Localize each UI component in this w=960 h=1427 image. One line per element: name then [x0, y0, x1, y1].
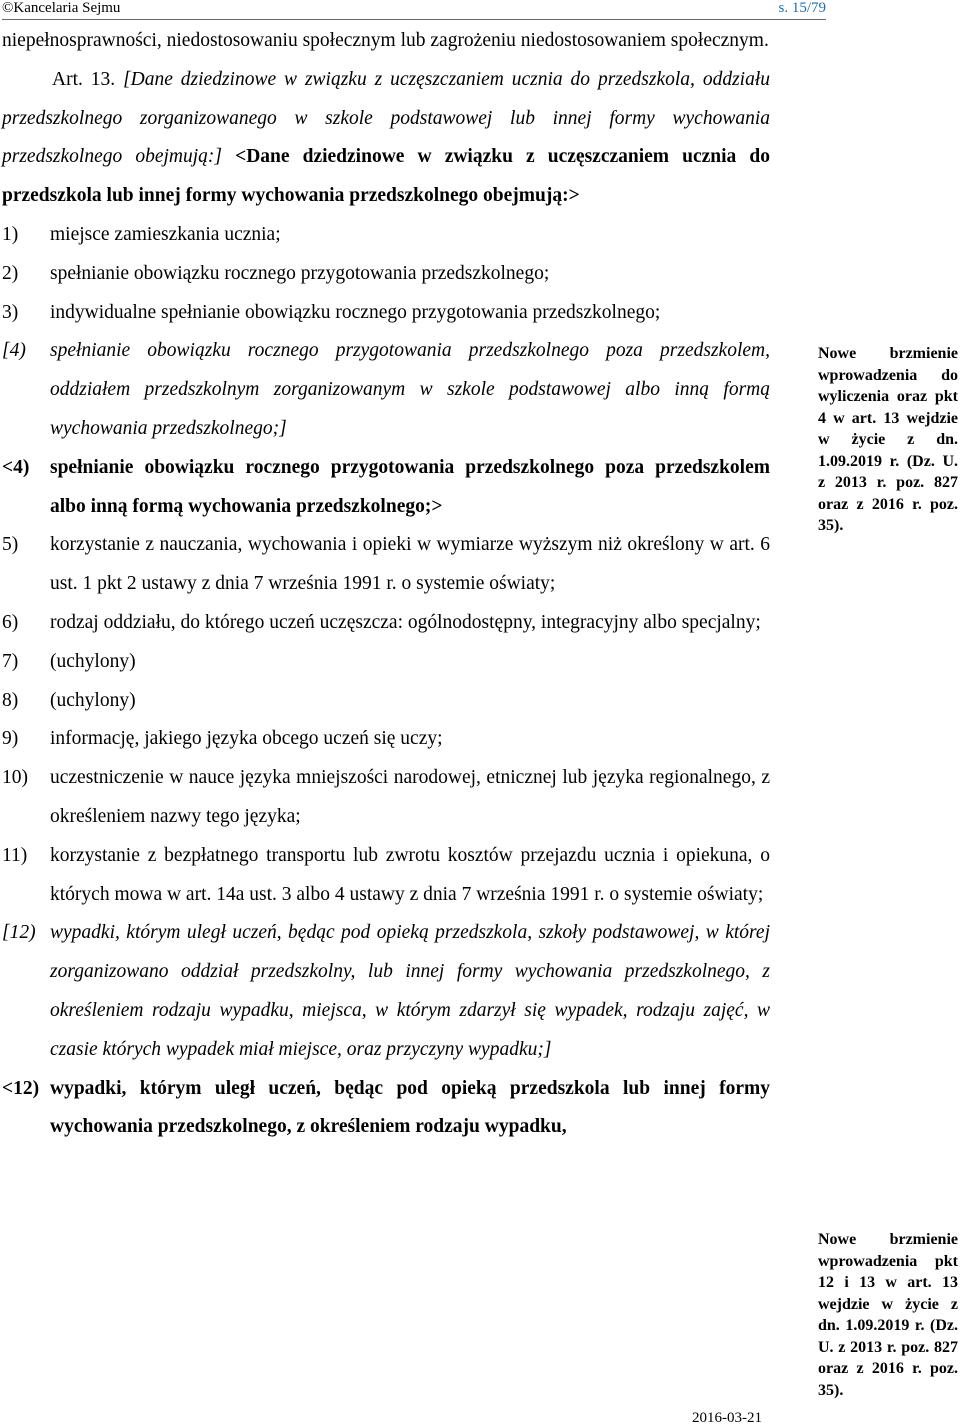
- item-number: 3): [2, 301, 19, 323]
- article-old-heading: [Dane dziedzinowe w związku z uczęszczaniem ucznia do przedszkola, oddziału przedszkolnego zorganizowanego w szkole podstawowej lub innej formy wychowania przedszkolnego obejmują:]: [2, 68, 770, 168]
- item-number: 1): [2, 223, 19, 245]
- item-number: <12): [2, 1077, 40, 1099]
- item-number: 6): [2, 611, 19, 633]
- item-number: 5): [2, 534, 19, 556]
- intro-continuation: niepełnosprawności, niedostosowaniu społecznym lub zagrożeniu niedostosowaniem społecznym.: [2, 30, 769, 51]
- list-item: [2, 604, 770, 643]
- item-text: wypadki, którym uległ uczeń, będąc pod opieką przedszkola, szkoły podstawowej, w której zorganizowano oddział przedszkolny, lub innej formy wychowania przedszkolnego, z określeniem rodzaju wypadku, miejsca, w którym zdarzył się wypadek, rodzaju zajęć, w czasie których wypadek miał miejsce, oraz przyczyny wypadku;]: [50, 922, 770, 1060]
- article-label: Art. 13.: [52, 68, 116, 90]
- list-item: [2, 720, 770, 759]
- item-text: spełnianie obowiązku rocznego przygotowania przedszkolnego poza przedszkolem, oddziałem przedszkolnym zorganizowanym w szkole podstawowej albo inną formą wychowania przedszkolnego;]: [50, 340, 770, 439]
- margin-note: Nowe brzmienie wprowadzenia do wyliczenia oraz pkt 4 w art. 13 wejdzie w życie z dn. 1.09.2019 r. (Dz. U. z 2013 r. poz. 827 oraz z 2016 r. poz. 35).: [818, 345, 958, 534]
- item-text: korzystanie z nauczania, wychowania i opieki w wymiarze wyższym niż określony w art. 6 ust. 1 pkt 2 ustawy z dnia 7 września 1991 r. o systemie oświaty;: [50, 534, 770, 595]
- margin-note: Nowe brzmienie wprowadzenia pkt 12 i 13 w art. 13 wejdzie w życie z dn. 1.09.2019 r. (Dz. U. z 2013 r. poz. 827 oraz z 2016 r. poz. 35).: [818, 1231, 958, 1399]
- item-text: uczestniczenie w nauce języka mniejszości narodowej, etnicznej lub języka regionalnego, z określeniem nazwy tego języka;: [50, 767, 770, 827]
- article-13-heading: [2, 61, 770, 216]
- item-text: korzystanie z bezpłatnego transportu lub zwrotu kosztów przejazdu ucznia i opiekuna, o których mowa w art. 14a ust. 3 albo 4 ustawy z dnia 7 września 1991 r. o systemie oświaty;: [50, 844, 770, 905]
- item-text: rodzaj oddziału, do którego uczeń uczęszcza: ogólnodostępny, integracyjny albo specjalny;: [50, 611, 761, 633]
- list-item: [2, 643, 770, 682]
- item-text: wypadki, którym uległ uczeń, będąc pod opieką przedszkola lub innej formy wychowania przedszkolnego, z określeniem rodzaju wypadku,: [50, 1077, 770, 1138]
- page-header: [0, 0, 960, 20]
- item-number: [4): [2, 340, 26, 362]
- list-item: [2, 837, 770, 915]
- list-item: [2, 216, 770, 255]
- item-text: (uchylony): [50, 689, 136, 711]
- list-item: [2, 449, 770, 527]
- item-number: 7): [2, 650, 19, 672]
- item-number: 11): [2, 844, 28, 866]
- item-text: miejsce zamieszkania ucznia;: [50, 223, 281, 245]
- list-item: [2, 332, 770, 448]
- source-label: ©Kancelaria Sejmu: [2, 0, 121, 16]
- list-item: [2, 682, 770, 721]
- footer-date: 2016-03-21: [692, 1410, 762, 1426]
- list-item: [2, 759, 770, 837]
- item-text: spełnianie obowiązku rocznego przygotowania przedszkolnego poza przedszkolem albo inną formą wychowania przedszkolnego;>: [50, 456, 770, 517]
- list-item: [2, 294, 770, 333]
- item-number: 2): [2, 262, 19, 284]
- item-number: 10): [2, 767, 28, 789]
- header-rule: [2, 19, 826, 20]
- article-new-heading: <Dane dziedzinowe w związku z uczęszczaniem ucznia do przedszkola lub innej formy wychowania przedszkolnego obejmują:>: [2, 146, 770, 207]
- item-text: informację, jakiego języka obcego uczeń się uczy;: [50, 728, 443, 750]
- document-body: [2, 22, 770, 1147]
- item-text: indywidualne spełnianie obowiązku rocznego przygotowania przedszkolnego;: [50, 301, 661, 323]
- list-item: [2, 1070, 770, 1148]
- item-text: spełnianie obowiązku rocznego przygotowania przedszkolnego;: [50, 262, 550, 284]
- item-number: [12): [2, 922, 36, 944]
- item-number: 9): [2, 728, 19, 750]
- item-list: [2, 216, 770, 1147]
- item-number: 8): [2, 689, 19, 711]
- list-item: [2, 914, 770, 1069]
- list-item: [2, 255, 770, 294]
- item-number: <4): [2, 456, 30, 478]
- list-item: [2, 526, 770, 604]
- item-text: (uchylony): [50, 650, 136, 672]
- page-number: s. 15/79: [778, 0, 826, 16]
